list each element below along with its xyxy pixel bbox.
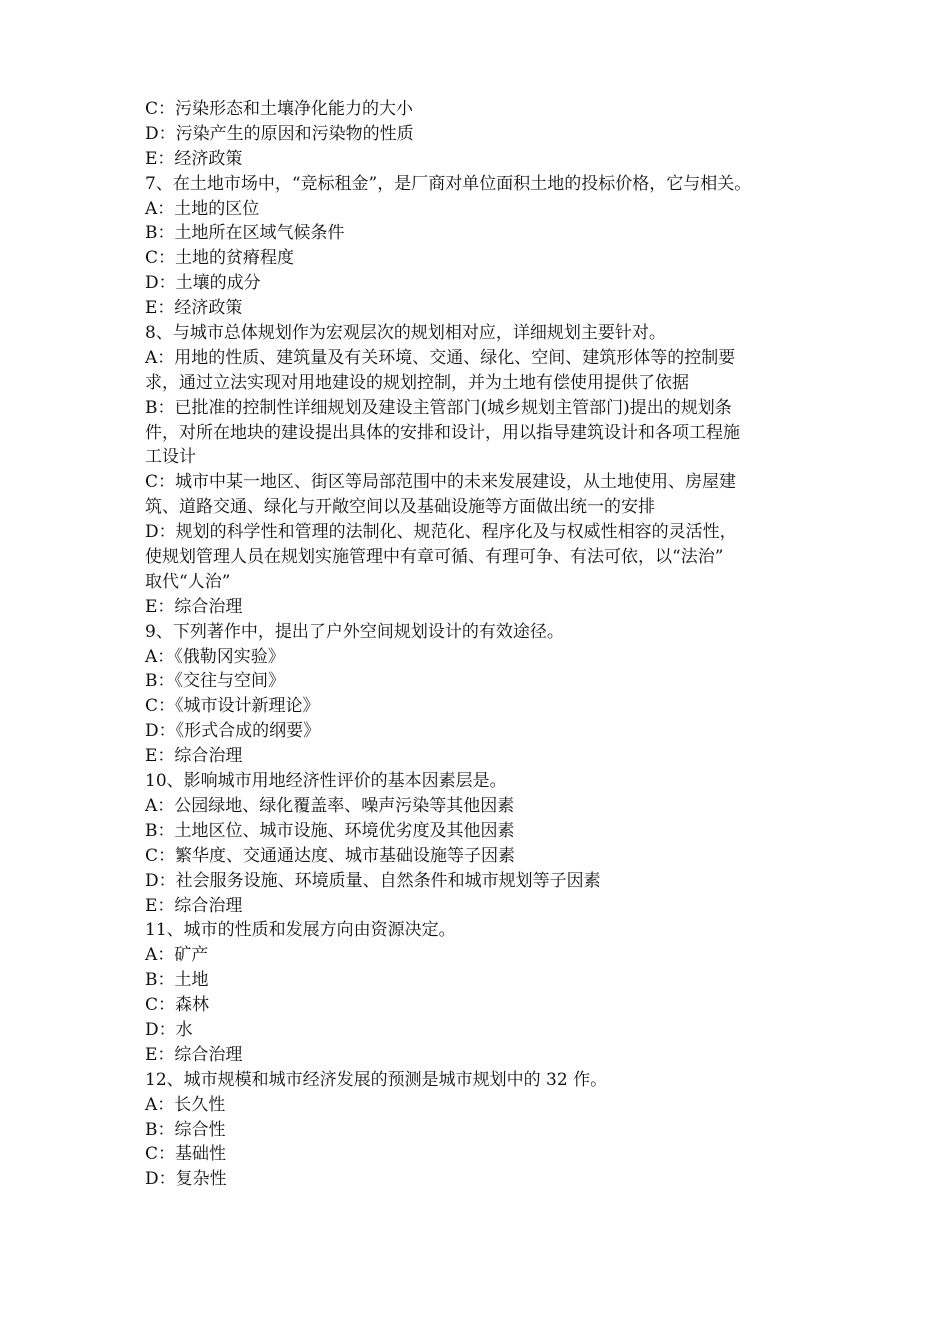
- question-10: 10、影响城市用地经济性评价的基本因素层是。: [145, 771, 507, 792]
- q10-option-a: A：公园绿地、绿化覆盖率、噪声污染等其他因素: [145, 795, 515, 816]
- q8-option-d-line-1: D：规划的科学性和管理的法制化、规范化、程序化及与权威性相容的灵活性，: [145, 522, 737, 543]
- q8-option-e: E：综合治理: [145, 596, 243, 617]
- q9-option-d: D：《形式合成的纲要》: [145, 721, 321, 742]
- option-c-line: C：污染形态和土壤净化能力的大小: [145, 99, 414, 119]
- q10-option-c: C：繁华度、交通通达度、城市基础设施等子因素: [145, 845, 516, 866]
- question-12: 12、城市规模和城市经济发展的预测是城市规划中的 32 作。: [145, 1069, 608, 1090]
- q7-option-b: B：土地所在区域气候条件: [145, 223, 345, 244]
- q10-option-b: B：土地区位、城市设施、环境优劣度及其他因素: [145, 820, 515, 841]
- q11-option-a: A：矿产: [145, 945, 209, 966]
- q12-option-d: D：复杂性: [145, 1169, 227, 1190]
- q8-option-c-line-1: C：城市中某一地区、街区等局部范围中的未来发展建设，从土地使用、房屋建: [145, 472, 737, 493]
- q10-option-d: D：社会服务设施、环境质量、自然条件和城市规划等子因素: [145, 870, 601, 891]
- q8-option-b-line-1: B：已批准的控制性详细规划及建设主管部门(城乡规划主管部门)提出的规划条: [145, 397, 732, 418]
- q9-option-c: C：《城市设计新理论》: [145, 696, 320, 717]
- q8-option-d-line-2: 使规划管理人员在规划实施管理中有章可循、有理可争、有法可依，以“法治”: [145, 547, 724, 568]
- q7-option-c: C：土地的贫瘠程度: [145, 248, 295, 269]
- document-body: [145, 97, 813, 1192]
- q11-option-b: B：土地: [145, 970, 209, 991]
- q12-option-a: A：长久性: [145, 1094, 226, 1115]
- q8-option-d-line-3: 取代“人治”: [145, 571, 231, 592]
- q11-option-d: D：水: [145, 1019, 193, 1040]
- question-8: 8、与城市总体规划作为宏观层次的规划相对应，详细规划主要针对。: [145, 323, 666, 344]
- q12-option-c: C：基础性: [145, 1144, 227, 1165]
- q9-option-b: B：《交往与空间》: [145, 671, 285, 692]
- question-7: 7、在土地市场中，“竞标租金”，是厂商对单位面积土地的投标价格，它与相关。: [145, 173, 752, 194]
- option-e-line: E：经济政策: [145, 148, 243, 169]
- q11-option-c: C：森林: [145, 995, 210, 1016]
- q7-option-e: E：经济政策: [145, 298, 243, 319]
- q9-option-a: A：《俄勒冈实验》: [145, 646, 285, 667]
- q11-option-e: E：综合治理: [145, 1044, 243, 1065]
- q10-option-e: E：综合治理: [145, 895, 243, 916]
- q8-option-a-line-1: A：用地的性质、建筑量及有关环境、交通、绿化、空间、建筑形体等的控制要: [145, 347, 736, 368]
- q8-option-a-line-2: 求，通过立法实现对用地建设的规划控制，并为土地有偿使用提供了依据: [145, 372, 689, 393]
- q8-option-b-line-3: 工设计: [145, 447, 196, 468]
- q8-option-c-line-2: 筑、道路交通、绿化与开敞空间以及基础设施等方面做出统一的安排: [145, 497, 655, 518]
- q7-option-a: A：土地的区位: [145, 198, 260, 219]
- q9-option-e: E：综合治理: [145, 746, 243, 767]
- q12-option-b: B：综合性: [145, 1119, 226, 1140]
- q8-option-b-line-2: 件，对所在地块的建设提出具体的安排和设计，用以指导建筑设计和各项工程施: [145, 422, 740, 443]
- question-9: 9、下列著作中，提出了户外空间规划设计的有效途径。: [145, 621, 564, 642]
- question-11: 11、城市的性质和发展方向由资源决定。: [145, 920, 456, 941]
- q7-option-d: D：土壤的成分: [145, 273, 261, 294]
- option-d-line: D：污染产生的原因和污染物的性质: [145, 123, 414, 144]
